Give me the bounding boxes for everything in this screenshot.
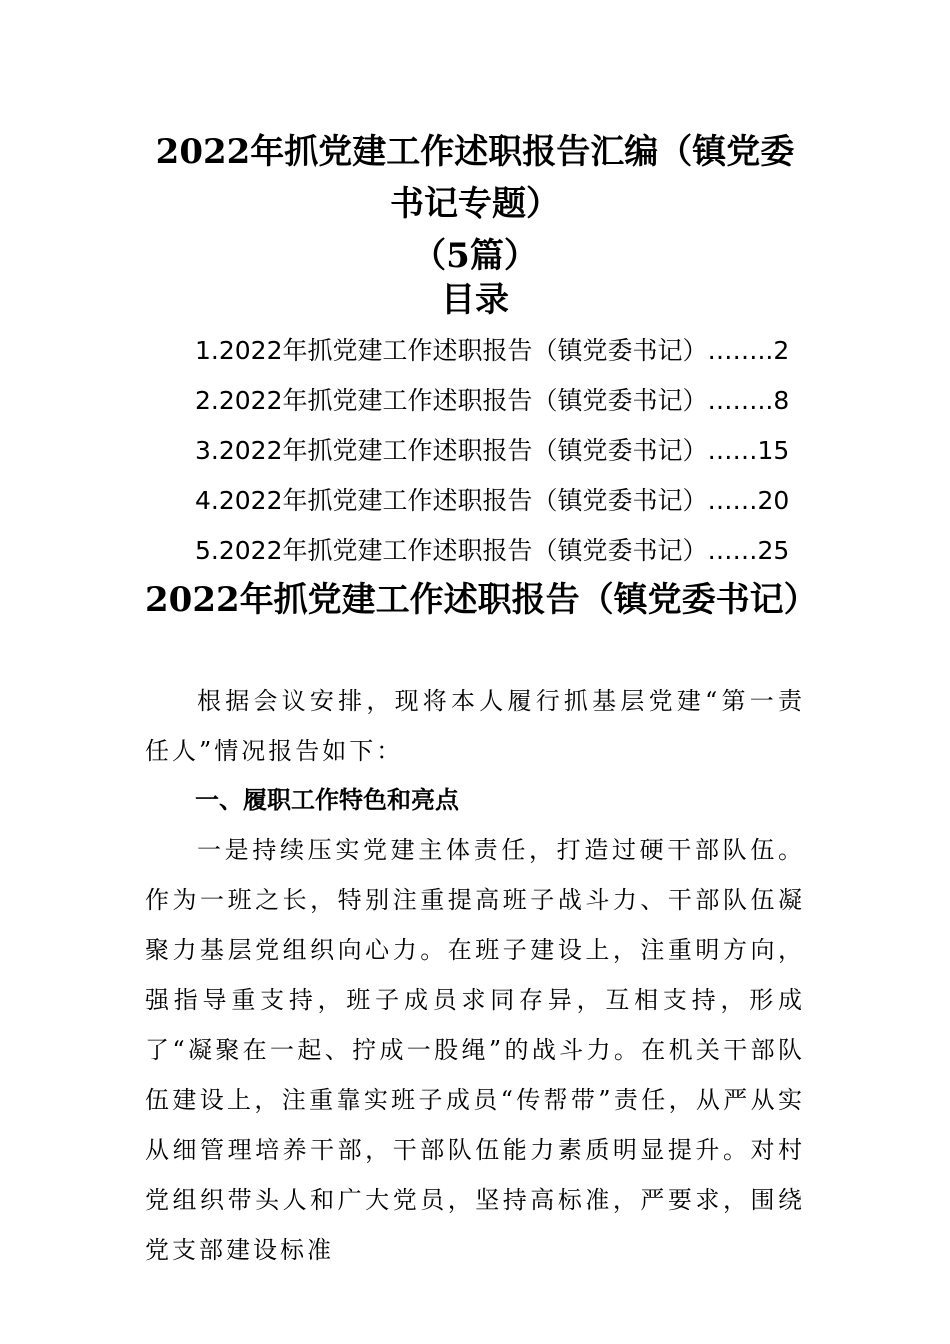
article-count: （5篇）: [412, 236, 538, 276]
intro-block: [145, 676, 805, 776]
toc-entry-text: 1.2022年抓党建工作述职报告（镇党委书记）……..2: [195, 336, 790, 365]
toc-entry-text: 2.2022年抓党建工作述职报告（镇党委书记）……..8: [195, 386, 790, 415]
toc-entry-4[interactable]: [195, 476, 805, 526]
toc-entry-1[interactable]: [195, 326, 805, 376]
toc-entry-text: 4.2022年抓党建工作述职报告（镇党委书记）……20: [195, 486, 790, 515]
toc-heading: 目录: [441, 280, 509, 320]
toc-entry-text: 3.2022年抓党建工作述职报告（镇党委书记）……15: [195, 436, 790, 465]
section-title: 2022年抓党建工作述职报告（镇党委书记）: [145, 580, 818, 620]
body-block: [145, 825, 805, 1275]
toc-entry-text: 5.2022年抓党建工作述职报告（镇党委书记）……25: [195, 536, 790, 565]
section-heading-1: 一、履职工作特色和亮点: [195, 786, 459, 814]
body-paragraph: 一是持续压实党建主体责任，打造过硬干部队伍。作为一班之长，特别注重提高班子战斗力、干部队伍凝聚力基层党组织向心力。在班子建设上，注重明方向，强指导重支持，班子成员求同存异，互相支持，形成了“凝聚在一起、拧成一股绳”的战斗力。在机关干部队伍建设上，注重靠实班子成员“传帮带”责任，从严从实从细管理培养干部，干部队伍能力素质明显提升。对村党组织带头人和广大党员，坚持高标准，严要求，围绕党支部建设标准: [145, 836, 805, 1264]
toc-entry-2[interactable]: [195, 376, 805, 426]
toc-entry-3[interactable]: [195, 426, 805, 476]
document-title: 2022年抓党建工作述职报告汇编（镇党委书记专题）: [155, 132, 795, 224]
table-of-contents: [195, 326, 805, 576]
toc-entry-5[interactable]: [195, 526, 805, 576]
intro-paragraph: 根据会议安排，现将本人履行抓基层党建“第一责任人”情况报告如下：: [145, 687, 805, 765]
